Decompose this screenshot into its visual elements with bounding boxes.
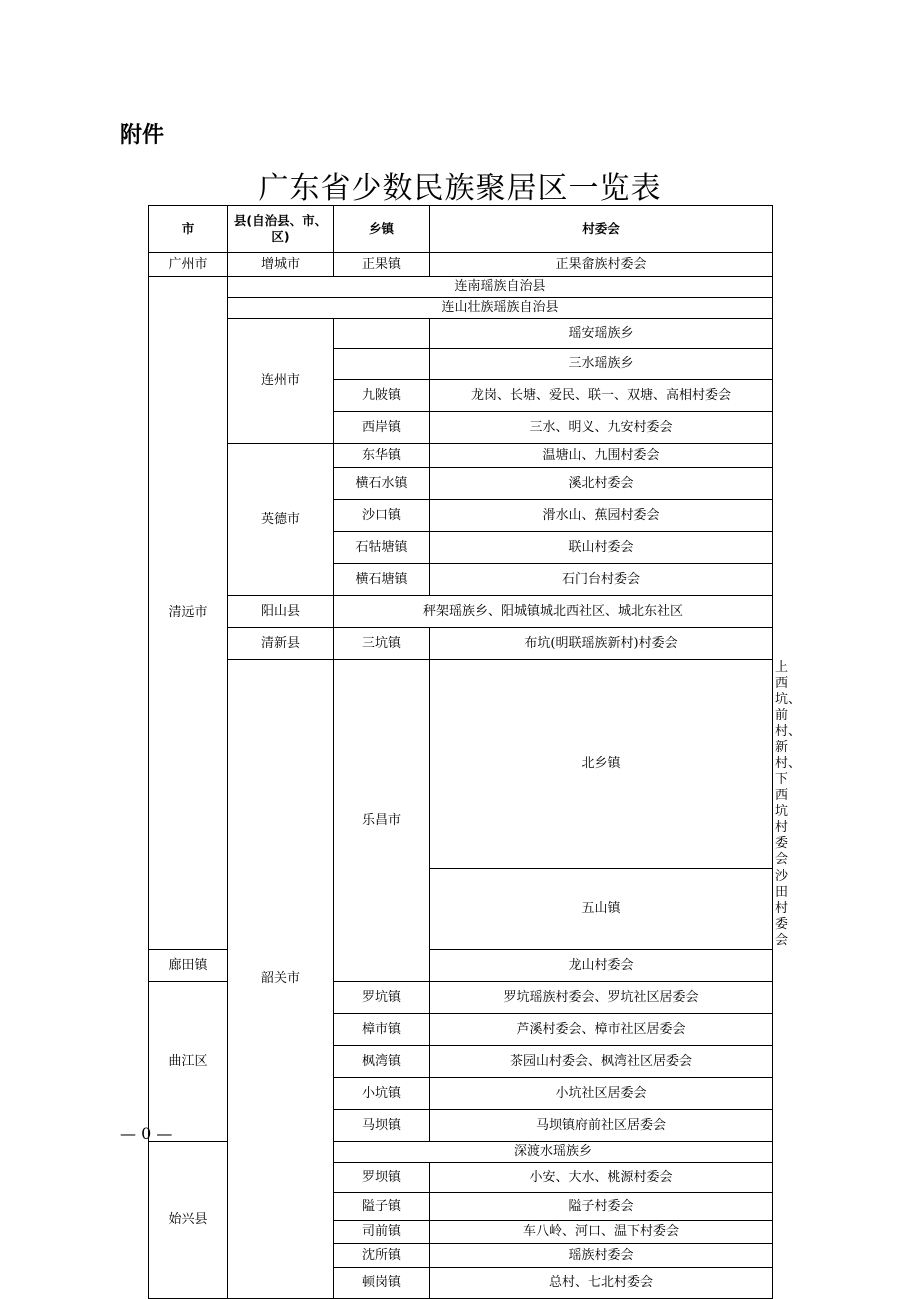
header-county: 县(自治县、市、区)	[228, 206, 334, 253]
header-row	[149, 206, 773, 253]
village-cell: 小坑社区居委会	[430, 1078, 773, 1110]
town-cell: 正果镇	[334, 253, 430, 277]
county-cell: 增城市	[228, 253, 334, 277]
city-cell: 韶关市	[228, 660, 334, 1299]
village-cell: 车八岭、河口、温下村委会	[430, 1221, 773, 1244]
village-cell: 滑水山、蕉园村委会	[430, 500, 773, 532]
village-cell: 溪北村委会	[430, 468, 773, 500]
page-number: — 0 —	[120, 1124, 173, 1143]
town-cell: 沙口镇	[334, 500, 430, 532]
village-cell: 龙岗、长塘、爱民、联一、双塘、高相村委会	[430, 380, 773, 412]
village-cell: 正果畲族村委会	[430, 253, 773, 277]
county-cell: 连山壮族瑶族自治县	[228, 298, 773, 319]
county-cell: 始兴县	[149, 1142, 228, 1299]
town-cell: 司前镇	[334, 1221, 430, 1244]
village-cell: 隘子村委会	[430, 1193, 773, 1221]
table-row	[149, 277, 773, 298]
town-cell: 北乡镇	[430, 660, 773, 869]
header-town: 乡镇	[334, 206, 430, 253]
header-village: 村委会	[430, 206, 773, 253]
county-cell: 连州市	[228, 319, 334, 444]
table-row	[149, 253, 773, 277]
county-cell: 曲江区	[149, 982, 228, 1142]
town-cell: 樟市镇	[334, 1014, 430, 1046]
village-cell: 茶园山村委会、枫湾社区居委会	[430, 1046, 773, 1078]
village-cell: 小安、大水、桃源村委会	[430, 1163, 773, 1193]
town-cell: 廊田镇	[149, 950, 228, 982]
county-cell: 清新县	[228, 628, 334, 660]
village-cell: 瑶安瑶族乡	[430, 319, 773, 349]
town-cell: 深渡水瑶族乡	[334, 1142, 773, 1163]
county-cell: 阳山县	[228, 596, 334, 628]
village-cell: 龙山村委会	[430, 950, 773, 982]
county-cell: 连南瑶族自治县	[228, 277, 773, 298]
town-cell: 石牯塘镇	[334, 532, 430, 564]
city-cell: 广州市	[149, 253, 228, 277]
village-cell: 布坑(明联瑶族新村)村委会	[430, 628, 773, 660]
header-city: 市	[149, 206, 228, 253]
city-cell: 清远市	[149, 277, 228, 950]
town-cell: 小坑镇	[334, 1078, 430, 1110]
town-cell: 马坝镇	[334, 1110, 430, 1142]
town-cell: 三坑镇	[334, 628, 430, 660]
village-cell: 秤架瑶族乡、阳城镇城北西社区、城北东社区	[334, 596, 773, 628]
village-cell: 瑶族村委会	[430, 1244, 773, 1268]
village-cell: 三水瑶族乡	[430, 349, 773, 380]
table-row: 五山镇 沙田村委会	[149, 869, 773, 950]
village-cell: 石门台村委会	[430, 564, 773, 596]
document-title: 广东省少数民族聚居区一览表	[258, 171, 662, 206]
town-cell: 顿岗镇	[334, 1268, 430, 1299]
village-cell: 联山村委会	[430, 532, 773, 564]
village-cell: 温塘山、九围村委会	[430, 444, 773, 468]
town-cell: 罗坑镇	[334, 982, 430, 1014]
table-row	[149, 298, 773, 319]
town-cell	[334, 319, 430, 349]
village-cell: 罗坑瑶族村委会、罗坑社区居委会	[430, 982, 773, 1014]
table-row	[149, 319, 773, 349]
attachment-label: 附件	[120, 123, 165, 148]
town-cell: 隘子镇	[334, 1193, 430, 1221]
town-cell: 东华镇	[334, 444, 430, 468]
village-cell: 芦溪村委会、樟市社区居委会	[430, 1014, 773, 1046]
county-cell: 乐昌市	[334, 660, 430, 982]
table-row	[149, 596, 773, 628]
minority-areas-table	[148, 205, 802, 1299]
village-cell: 三水、明义、九安村委会	[430, 412, 773, 444]
town-cell: 枫湾镇	[334, 1046, 430, 1078]
town-cell: 沈所镇	[334, 1244, 430, 1268]
town-cell: 九陂镇	[334, 380, 430, 412]
town-cell	[334, 349, 430, 380]
table-row: 韶关市 乐昌市 北乡镇 上西坑、前村、新村、下西坑村委会	[149, 660, 773, 869]
village-cell: 总村、七北村委会	[430, 1268, 773, 1299]
village-cell: 马坝镇府前社区居委会	[430, 1110, 773, 1142]
county-cell: 英德市	[228, 444, 334, 596]
table-row	[149, 444, 773, 468]
town-cell: 横石水镇	[334, 468, 430, 500]
table-row	[149, 628, 773, 660]
town-cell: 西岸镇	[334, 412, 430, 444]
town-cell: 横石塘镇	[334, 564, 430, 596]
town-cell: 五山镇	[430, 869, 773, 950]
town-cell: 罗坝镇	[334, 1163, 430, 1193]
